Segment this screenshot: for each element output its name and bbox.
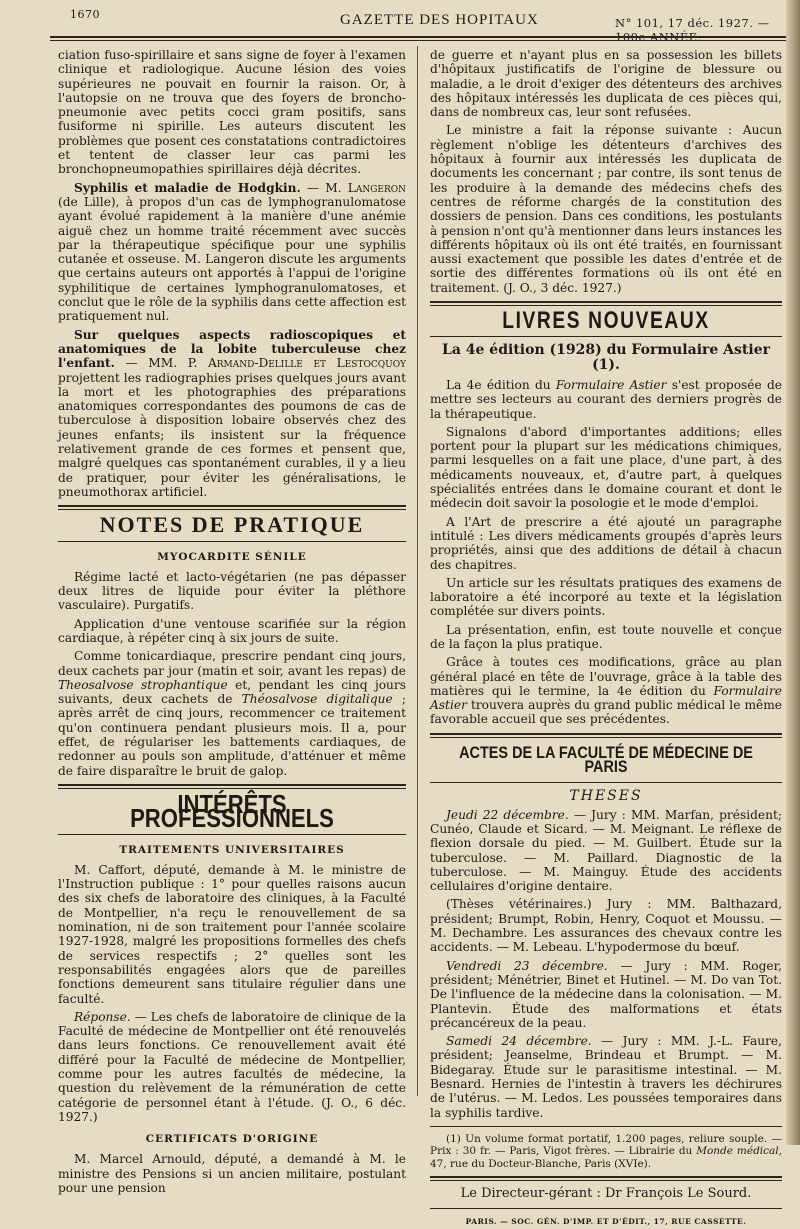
issue-info: N° 101, 17 déc. 1927. — 100e ANNÉE.: [615, 16, 770, 44]
paragraph-text: (de Lille), à propos d'un cas de lymphogranulomatose ayant évolué rapidement à la manière d'une anémie aiguë chez un homme traité récemment avec succès par la thérapeutique spécifique pour une syphilis cutanée et osseuse. M. Langeron discute les arguments que certains auteurs ont apportés à l'appui de l'origine syphilitique de certaines lymphogranulomatoses, et conclut que le rôle de la syphilis dans cette affection est pratiquement nul.: [58, 194, 406, 324]
paragraph: [430, 1034, 782, 1120]
paragraph: La présentation, enfin, est toute nouvelle et conçue de la façon la plus pratique.: [430, 622, 782, 651]
section-rule: [58, 541, 406, 542]
author: — MM. P. Armand-Delille et Lestocquoy: [125, 356, 407, 371]
paragraph: [58, 328, 406, 500]
column-divider: [417, 46, 418, 1096]
section-title-interets: INTÉRÊTS PROFESSIONNELS: [130, 788, 334, 834]
paragraph-text: — Les chefs de laboratoire de clinique de la Faculté de médecine de Montpellier ont été renouvelés dans leurs fonctions. Ce renouvellement avait été différé pour la Faculté de médecine de Montpellier, comme pour les autres facultés de médecine, la question du relèvement de la rémunération de cette catégorie de personnel étant à l'étude. (J. O., 6 déc. 1927.): [58, 1009, 406, 1124]
date-label: Jeudi 22 décembre.: [446, 807, 569, 822]
drug-name: Théosalvose digitalique: [241, 692, 393, 707]
author: — M. Langeron: [306, 180, 407, 195]
paragraph: Le ministre a fait la réponse suivante : Aucun règlement n'oblige les détenteurs d'archives des hôpitaux à fournir aux intéressés les duplicata de documents les concernant ; par contre, ils sont tenus de les produire à la demande des médecins chefs des centres de réforme chargés de la constitution des dossiers de pension. Dans ces conditions, les postulants à pension n'ont qu'à mentionner dans leurs instances les différents hôpitaux où ils ont été traités, en fournissant aussi exactement que possible les dates d'entrée et de sortie des différentes formations où ils ont été en traitement. (J. O., 3 déc. 1927.): [430, 123, 782, 295]
printer-imprint: PARIS. — SOC. GÉN. D'IMP. ET D'ÉDIT., 17, RUE CASSETTE.: [465, 1216, 747, 1226]
footnote-text: , 47, rue du Docteur-Blanche, Paris (XVIe).: [430, 1145, 782, 1170]
header-rule: [50, 36, 788, 38]
section-rule: [430, 733, 782, 738]
date-label: Vendredi 23 décembre.: [446, 958, 608, 973]
paragraph: Un article sur les résultats pratiques des examens de laboratoire a été incorporé au texte et la législation complétée sur divers points.: [430, 575, 782, 619]
paragraph: [430, 959, 782, 1030]
paragraph: [58, 649, 406, 778]
paragraph: [430, 808, 782, 894]
section-title-notes: NOTES DE PRATIQUE: [99, 512, 365, 538]
page-number: 1670: [70, 8, 100, 21]
subsection-title: TRAITEMENTS UNIVERSITAIRES: [119, 843, 345, 856]
footnote: [430, 1133, 782, 1171]
paragraph: ciation fuso-spirillaire et sans signe de foyer à l'examen clinique et radiologique. Aucune lésion des voies supérieures ne pouvait en fournir la raison. Or, à l'autopsie on ne trouva que des foyers de broncho-pneumonie avec petits cocci gram positifs, sans fusiforme ni spirille. Les auteurs discutent les problèmes que posent ces constatations contradictoires et tentent de classer leur cas parmi les bronchopneumopathies spirillaires déjà décrites.: [58, 48, 406, 177]
theses-heading: THESES: [569, 788, 643, 805]
article-title: Sur quelques aspects radioscopiques et anatomiques de la lobite tuberculeuse chez l'enfant.: [58, 327, 406, 371]
footnote-publisher: Monde médical: [696, 1145, 779, 1158]
right-column: [430, 48, 782, 1229]
reponse-label: Réponse.: [74, 1009, 131, 1024]
paragraph: [58, 1010, 406, 1124]
paragraph: [430, 378, 782, 421]
paragraph-text: — Jury : MM. Marfan, président; Cunéo, Claude et Sicard. — M. Meignant. Le réflexe de flexion dorsale du pied. — M. Guilbert. Étude sur la tuberculose. — M. Paillard. Diagnostic de la tuberculose. — M. Mainguy. Étude des accidents cellulaires d'origine dentaire.: [430, 807, 782, 894]
directeur-gerant: Le Directeur-gérant : Dr François Le Sourd.: [460, 1186, 752, 1202]
paragraph: Signalons d'abord d'importantes additions; elles portent pour la plupart sur les médications chimiques, parmi lesquelles on a fait une place, d'une part, à des médicaments nouveaux, et, d'autre part, à quelques spécialités entrées dans le domaine courant et dont le médecin doit savoir la posologie et le mode d'emploi.: [430, 424, 782, 511]
paragraph-text: trouvera auprès du grand public médical le même favorable accueil que ses précédentes.: [430, 698, 782, 727]
header-rule-thin: [50, 40, 788, 41]
paragraph-text: — Jury : MM. Roger, président; Ménétrier, Binet et Hutinel. — M. Do van Tot. De l'influence de la médecine dans la colonisation. — M. Plantevin. Étude des malformations et états précancéreux de la peau.: [430, 958, 782, 1030]
section-rule: [58, 505, 406, 510]
paragraph-text: et, pendant les cinq jours suivants, deux cachets de: [58, 677, 406, 707]
section-rule: [430, 1176, 782, 1181]
section-rule: [430, 301, 782, 306]
page-edge-shadow: [786, 0, 800, 1145]
subsection-title: CERTIFICATS D'ORIGINE: [145, 1133, 319, 1146]
section-title-actes: ACTES DE LA FACULTÉ DE MÉDECINE DE PARIS: [459, 742, 753, 777]
section-rule: [430, 782, 782, 783]
book-name: Formulaire Astier: [430, 683, 782, 713]
book-name: Formulaire Astier: [555, 377, 667, 392]
paragraph: Application d'une ventouse scarifiée sur la région cardiaque, à répéter cinq à six jours de suite.: [58, 616, 406, 645]
journal-title: GAZETTE DES HOPITAUX: [340, 12, 539, 28]
paragraph: [58, 181, 406, 324]
book-title: La 4e édition (1928) du Formulaire Astier (1).: [442, 342, 770, 373]
article-title: Syphilis et maladie de Hodgkin.: [74, 180, 301, 195]
paragraph: de guerre et n'ayant plus en sa possession les billets d'hôpitaux justificatifs de l'origine de blessure ou maladie, a le droit d'exiger des détenteurs des archives des hôpitaux intéressés les duplicata de ces pièces qui, dans de nombreux cas, leur sont refusées.: [430, 48, 782, 120]
paragraph: M. Caffort, député, demande à M. le ministre de l'Instruction publique : 1° pour quelles raisons aucun des six chefs de laboratoire des cliniques, à la Faculté de Montpellier, n'a reçu le renouvellement de sa nomination, ni de son traitement pour l'année scolaire 1927-1928, malgré les propositions formelles des chefs de services respectifs ; 2° quelles sont les responsabilités engagées alors que de pareilles fonctions demeurent sans titulaire régulier dans une faculté.: [58, 862, 406, 1006]
section-rule: [58, 834, 406, 835]
paragraph: M. Marcel Arnould, député, a demandé à M. le ministre des Pensions si un ancien militaire, postulant pour une pension: [58, 1152, 406, 1196]
subsection-title: MYOCARDITE SÉNILE: [157, 550, 307, 563]
running-header: [40, 6, 788, 44]
paragraph-text: Comme tonicardiaque, prescrire pendant cinq jours, deux cachets par jour (matin et soir, avant les repas) de: [58, 649, 406, 678]
footnote-rule: [430, 1126, 782, 1127]
paragraph-text: Grâce à toutes ces modifications, grâce au plan général placé en tête de l'ouvrage, grâce à la table des matières qui le termine, la 4e édition du: [430, 655, 782, 698]
paragraph-text: La 4e édition du: [446, 377, 556, 392]
paragraph-text: ; après arrêt de cinq jours, recommencer ce traitement qu'on continuera pendant plusieurs mois. Il a, pour effet, de régulariser les battements cardiaques, de redonner au pouls son amplitude, d'atténuer et même de faire disparaître le bruit de galop.: [58, 692, 406, 778]
section-rule: [430, 336, 782, 337]
date-label: Samedi 24 décembre.: [446, 1034, 592, 1049]
footnote-text: (1) Un volume format portatif, 1.200 pages, reliure souple. — Prix : 30 fr. — Paris, Vigot frères. — Librairie du: [430, 1132, 782, 1158]
paragraph: (Thèses vétérinaires.) Jury : MM. Balthazard, président; Brumpt, Robin, Henry, Coquot et Moussu. — M. Dechambre. Les assurances des chevaux contre les accidents. — M. Lebeau. L'hypodermose du bœuf.: [430, 897, 782, 955]
paragraph-text: projettent les radiographies prises quelques jours avant la mort et les photographies des préparations anatomiques correspondantes des poumons de cas de tuberculose à disposition lobaire observés chez des jeunes enfants; ils insistent sur la fréquence relativement grande de ces formes et pensent que, malgré quelques cas spontanément curables, il y a lieu de pratiquer, pour éviter les généralisations, le pneumothorax artificiel.: [58, 370, 406, 499]
left-column: [58, 48, 406, 1199]
paragraph-text: — Jury : MM. J.-L. Faure, président; Jeanselme, Brindeau et Brumpt. — M. Bidegaray. Étude sur le parasitisme intestinal. — M. Besnard. Hernies de l'intestin à travers les déchirures de l'utérus. — M. Ledos. Les poussées temporaires dans la syphilis tardive.: [430, 1034, 782, 1120]
paragraph: A l'Art de prescrire a été ajouté un paragraphe intitulé : Les divers médicaments groupés d'après leurs propriétés, ainsi que des additions de détail à chacun des chapitres.: [430, 514, 782, 572]
paragraph: [430, 655, 782, 726]
drug-name: Theosalvose strophantique: [58, 677, 228, 692]
imprint-rule: [430, 1208, 782, 1209]
section-title-livres: LIVRES NOUVEAUX: [502, 307, 710, 335]
paragraph: Régime lacté et lacto-végétarien (ne pas dépasser deux litres de liquide pour éviter la pléthore vasculaire). Purgatifs.: [58, 569, 406, 613]
paragraph-text: s'est proposée de mettre ses lecteurs au courant des derniers progrès de la thérapeutique.: [430, 377, 782, 421]
